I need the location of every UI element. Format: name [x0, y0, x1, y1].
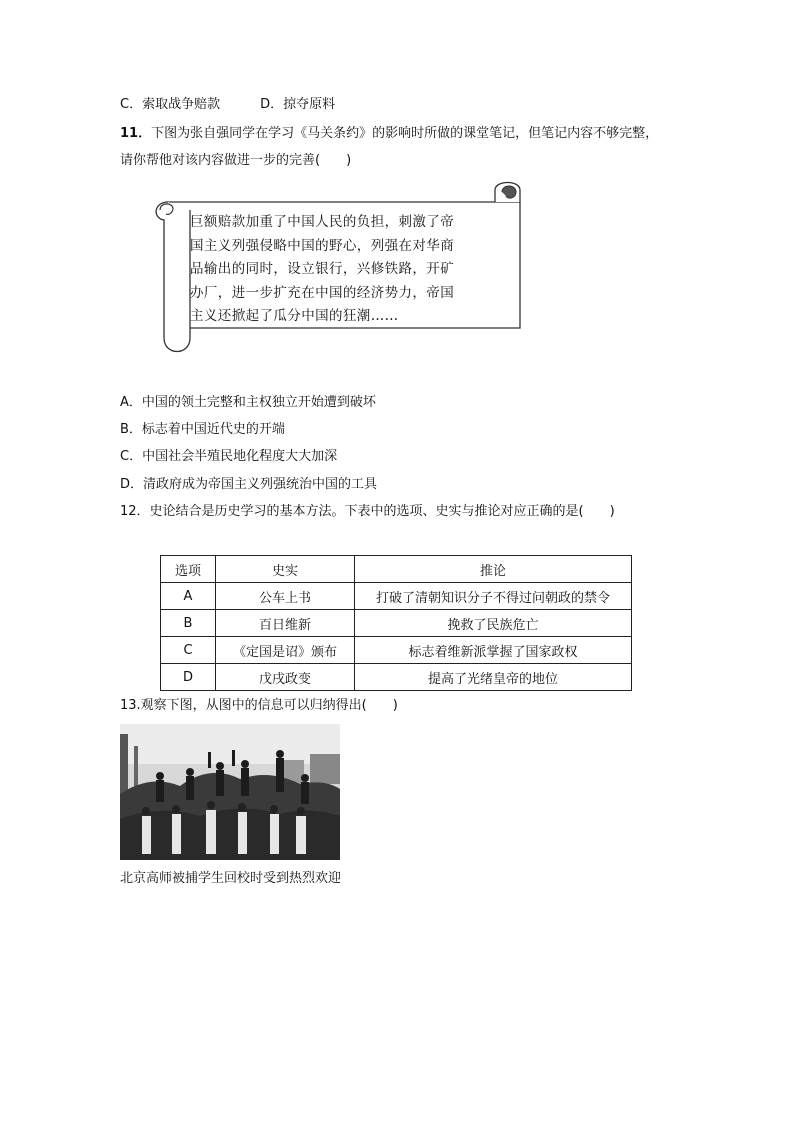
q10-option-d: D．掠夺原料: [260, 97, 336, 112]
scroll-note-text: 巨额赔款加重了中国人民的负担，刺激了帝 国主义列强侵略中国的野心，列强在对华商 品输出的同时，设立银行，兴修铁路，开矿 办厂，进一步扩充在中国的经济势力，帝国 主义还掀起了瓜分中国的狂潮……: [190, 214, 455, 324]
table-cell: 标志着维新派掌握了国家政权: [355, 637, 632, 664]
table-cell: D: [161, 664, 216, 691]
history-table: [160, 555, 632, 691]
q11-stem-line2: 请你帮他对该内容做进一步的完善( ): [120, 153, 352, 168]
table-row: [161, 610, 632, 637]
table-cell: B: [161, 610, 216, 637]
table-row: [161, 637, 632, 664]
table-header-inference: 推论: [355, 556, 632, 583]
scroll-note-figure: [150, 180, 525, 355]
table-cell: 公车上书: [216, 583, 355, 610]
q12-stem: 12．史论结合是历史学习的基本方法。下表中的选项、史实与推论对应正确的是( ): [120, 504, 615, 519]
table-cell: 百日维新: [216, 610, 355, 637]
q11-stem-line1: [120, 125, 658, 143]
table-cell: 提高了光绪皇帝的地位: [355, 664, 632, 691]
photo-caption: 北京高师被捕学生回校时受到热烈欢迎: [120, 871, 342, 886]
table-header-fact: 史实: [216, 556, 355, 583]
table-cell: A: [161, 583, 216, 610]
table-header-option: 选项: [161, 556, 216, 583]
table-cell: 打破了清朝知识分子不得过问朝政的禁令: [355, 583, 632, 610]
q10-options-row: [120, 96, 335, 114]
q13-stem: 13.观察下图，从图中的信息可以归纳得出( ): [120, 698, 398, 713]
table-cell: C: [161, 637, 216, 664]
q11-option-c: C．中国社会半殖民地化程度大大加深: [120, 449, 338, 464]
historical-photo: [120, 724, 340, 860]
q10-option-c: C．索取战争赔款: [120, 97, 221, 112]
q11-option-b: B．标志着中国近代史的开端: [120, 422, 285, 437]
table-header-row: [161, 556, 632, 583]
table-row: [161, 664, 632, 691]
table-cell: 挽救了民族危亡: [355, 610, 632, 637]
q11-stem-text: 下图为张自强同学在学习《马关条约》的影响时所做的课堂笔记，但笔记内容不够完整，: [151, 126, 659, 141]
q11-option-a: A．中国的领土完整和主权独立开始遭到破坏: [120, 395, 376, 410]
table-cell: 《定国是诏》颁布: [216, 637, 355, 664]
q11-number: 11．: [120, 126, 152, 141]
table-cell: 戊戌政变: [216, 664, 355, 691]
crowd-photo-illustration: [120, 724, 340, 860]
table-row: [161, 583, 632, 610]
q11-option-d: D．清政府成为帝国主义列强统治中国的工具: [120, 477, 378, 492]
